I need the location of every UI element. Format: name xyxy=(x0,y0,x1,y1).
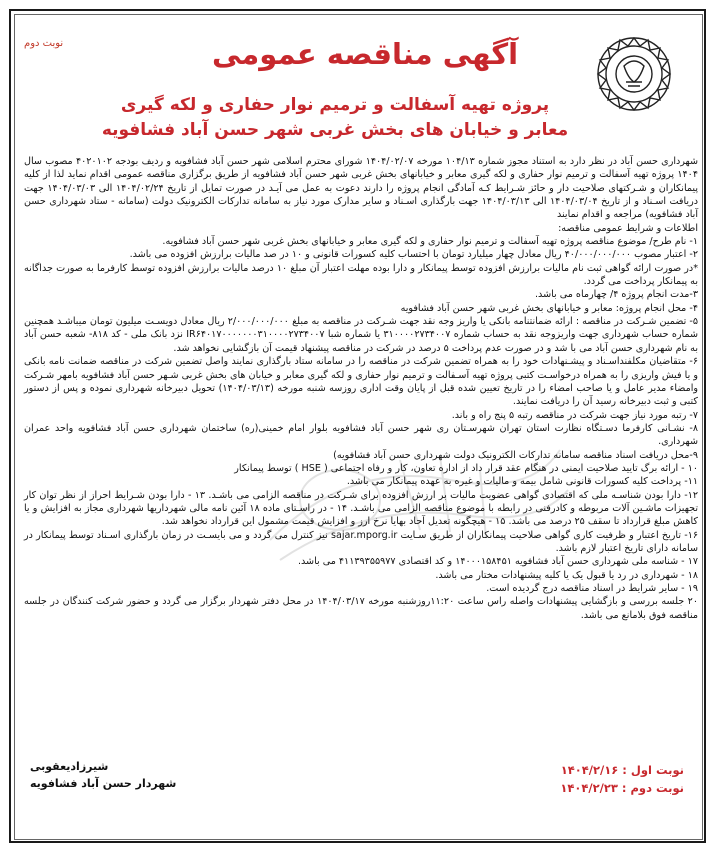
signer-name: شیرزادیعقوبی xyxy=(30,760,109,773)
condition-item: ۱۱- پرداخت کلیه کسورات قانونی شامل بیمه و مالیات و غیره به عهده پیمانکار می باشد. xyxy=(346,476,698,488)
conditions-heading: اطلاعات و شرایط عمومی مناقصه: xyxy=(558,222,698,234)
announcement-body xyxy=(24,155,698,622)
first-edition-label: نوبت اول : xyxy=(622,763,684,777)
condition-item: ۶- متقاضیان مکلفنداسـناد و پیشـنهادات خود را به همراه تضمین شرکت در مناقصه را در سامانه ستاد بارگذاری نمایند واصل تضمین شرکت در مناقصه ضمانت نامه بانکی و یا فیش واریزی را به همراه درخواسـت کتبی پروژه تهیه آسـفالت و ترمیم نوار حفاری و لکه گیری معابر و خیابان های بخش غربی شـهر حسن آباد فشافویه بامهر شـرکت وامضاء مدیر عامل و یا صاحب امضاء را در تاریخ تعیین شده قبل از پایان وقت اداری روزسه شنبه مورخه (۱۴۰۴/۰۳/۱۳) تحویل دبیرخانه شهرداری نموده و پس از دستور کتبی و ثبت دبیرخانه رسید آن را دریافت نمایند. xyxy=(24,356,699,408)
subtitle-line-1: پروژه تهیه آسفالت و ترمیم نوار حفاری و لکه گیری xyxy=(120,95,550,115)
condition-item: ۱۶- تاریخ اعتبار و ظرفیت کاری گواهی صلاحیت پیمانکاران از طریق سـایت sajar.mporg.ir نیز کنترل می گردد و می بایسـت در زمان بارگذاری اسـناد توسط پیمانکار در سامانه دارای تاریخ اعتبار لازم باشد. xyxy=(24,529,698,554)
signer-title: شهردار حسن آباد فشافویه xyxy=(30,777,177,790)
page-title: آگهی مناقصه عمومی xyxy=(211,37,519,71)
condition-item: *در صورت ارائه گواهی ثبت نام مالیات برارزش افزوده توسط پیمانکار و دارا بوده مهلت اعتبار آن مبلغ ۱۰ درصد مالیات برارزش افزوده توسط کارفرما به صورت جداگانه به پیمانکار پرداخت می گردد. xyxy=(24,262,698,288)
condition-item: ۴- محل انجام پروژه: معابر و خیابانهای بخش غربی شهر حسن آباد فشافویه xyxy=(400,302,698,314)
condition-item: ۹-محل دریافت اسناد مناقصه سامانه تدارکات الکترونیک دولت شهرداری حسن آباد فشافویه) xyxy=(333,449,698,461)
first-edition-row xyxy=(560,761,684,779)
condition-item: ۱۸ - شهرداری در رد یا قبول یک یا کلیه پیشنهادات مختار می باشد. xyxy=(435,569,698,581)
condition-item: ۱۷ - شناسه ملی شهرداری حسن آباد فشافویه ۱۴۰۰۰۱۵۸۴۵۱ و کد اقتصادی ۴۱۱۳۹۳۵۵۹۷۷ می باشد. xyxy=(297,556,698,568)
condition-item: ۲۰ جلسه بررسی و بازگشایی پیشنهادات واصله راس ساعت ۱۱:۲۰روزشنبه مورخه ۱۴۰۴/۰۳/۱۷ در محل دفتر شهردار برگزار می گردد و حضور شرکت کنندگان در جلسه مناقصه فوق بلامانع می باشد. xyxy=(24,596,698,621)
municipality-emblem-icon xyxy=(590,22,678,126)
condition-item: ۱۹ - سایر شرایط در اسناد مناقصه درج گردیده است. xyxy=(486,583,698,594)
second-edition-date: ۱۴۰۴/۲/۲۳ xyxy=(560,781,618,795)
signature-block xyxy=(30,758,230,792)
subtitle-line-2: معابر و خیابان های بخش غربی شهر حسن آباد فشافویه xyxy=(101,120,569,140)
condition-item: ۱۰ - ارائه برگ تایید صلاحیت ایمنی در هنگام عقد قرار داد از اداره تعاون، کار و رفاه اجتماعی ( HSE ) توسط پیمانکار xyxy=(234,462,698,474)
condition-item: ۲- اعتبار مصوب ۴۰/۰۰۰/۰۰۰/۰۰۰ ریال معادل چهار میلیارد تومان با احتساب کلیه کسورات قانونی و ۱۰ در صد مالیات برارزش افزوده می باشد. xyxy=(129,249,698,261)
first-edition-date: ۱۴۰۴/۲/۱۶ xyxy=(560,763,619,777)
condition-item: ۷- رتبه مورد نیاز جهت شرکت در مناقصه رتبه ۵ پنج راه و باند. xyxy=(451,409,698,421)
second-edition-label: نوبت دوم : xyxy=(621,781,684,795)
publication-dates xyxy=(560,761,684,797)
condition-item: ۸- نشـانی کارفرما دسـتگاه نظارت استان تهران شهرسـتان ری شهر حسن آباد فشافویه بلوار امام خمینی(ره) ساختمان شهرداری حسن آباد فشافویه واحد عمران شهرداری. xyxy=(24,422,698,448)
condition-item: ۳-مدت انجام پروژه ۴/ چهارماه می باشد. xyxy=(534,289,698,301)
edition-label: نوبت دوم xyxy=(24,38,64,49)
condition-item: ۱۲- دارا بودن شناسـه ملی که اقتصادی گواهی عضویت مالیات بر ارزش افزوده برای شـرکت در مناقصه الزامی می باشـد. ۱۳ - دارا بودن شـرایط احراز از نظر توان کار تجهیزات ماشـین آلات مربوطه و کادرفنی در رابطه با موضوع مناقصه الزامی می باشـد. ۱۴ - در راسـتای ماده ۱۸ آئین نامه مالی شهرداریها شهرداری مجاز به افزایش و یا کاهش مبلغ قرارداد تا سقف ۲۵ درصد می باشد. ۱۵ - هیچگونه تعدیل آحاد بهایا نرخ ارز و افزایش قیمت مشمول این قرارداد نخواهد شد. xyxy=(24,489,699,528)
condition-item: ۱- نام طرح/ موضوع مناقصه پروژه تهیه آسفالت و ترمیم نوار حفاری و لکه گیری معابر و خیابانهای بخش غربی شهر حسن آباد فشافویه. xyxy=(162,236,698,248)
second-edition-row xyxy=(560,779,684,797)
intro-paragraph: شهرداری حسن آباد در نظر دارد به استناد مجوز شماره ۱۰۴/۱۳ مورخه ۱۴۰۴/۰۲/۰۷ شورای محترم اسلامی شهر حسن آباد فشافویه و ردیف بودجه ۴۰۲۰۱۰۲ مصوب سال ۱۴۰۴ پروژه تهیه آسفالت و ترمیم نوار حفاری و لکه گیری معابر و خیابانهای بخش غربی شهر حسن آباد فشافویه از طریق برگزاری مناقصه عمومی اقدام نماید لذا از کلیه پیمانکاران و شـرکتهای صلاحیت دار و حائز شـرایط کـه آمادگی انجام پروژه را دارند دعوت به عمل می آیـد در صورت تمایل از تاریخ ۱۴۰۴/۰۲/۲۴ الی ۱۴۰۴/۰۳/۰۳ جهت دریافت اسـناد و از تاریخ ۱۴۰۴/۰۳/۰۴ الی ۱۴۰۴/۰۳/۱۳ جهت بارگذاری اسـناد و سایر مدارک مورد نیاز به سامانه تدارکات الکترونیک دولت (سامانه - ستاد شهرداری حسن آباد فشافویه) مراجعه و اقدام نمایند xyxy=(24,156,699,221)
condition-item: ۵- تضمین شـرکت در مناقصه : ارائه ضمانتنامه بانکی یا واریز وجه نقد جهت شـرکت در مناقصه به مبلغ ۲/۰۰۰/۰۰۰/۰۰۰ ریال معادل دویسـت میلیون تومان میباشـد همچنین شماره حساب شهرداری جهت واریزوجه نقد به حساب شماره ۳۱۰۰۰۰۲۷۳۴۰۰۷ یا شماره شبا IR۶۴۰۱۷۰۰۰۰۰۰۰۳۱۰۰۰۰۲۷۳۴۰۰۷ نزد بانک ملی - کد ۸۱۸- شعبه حسن آباد به نام شهرداری حسن آباد می با شد و در صورت عدم پرداخت ۵ درصد در شرکت در مناقصه پیشنهاد قیمت آن بازگشایی نخواهد شد. xyxy=(24,316,698,354)
